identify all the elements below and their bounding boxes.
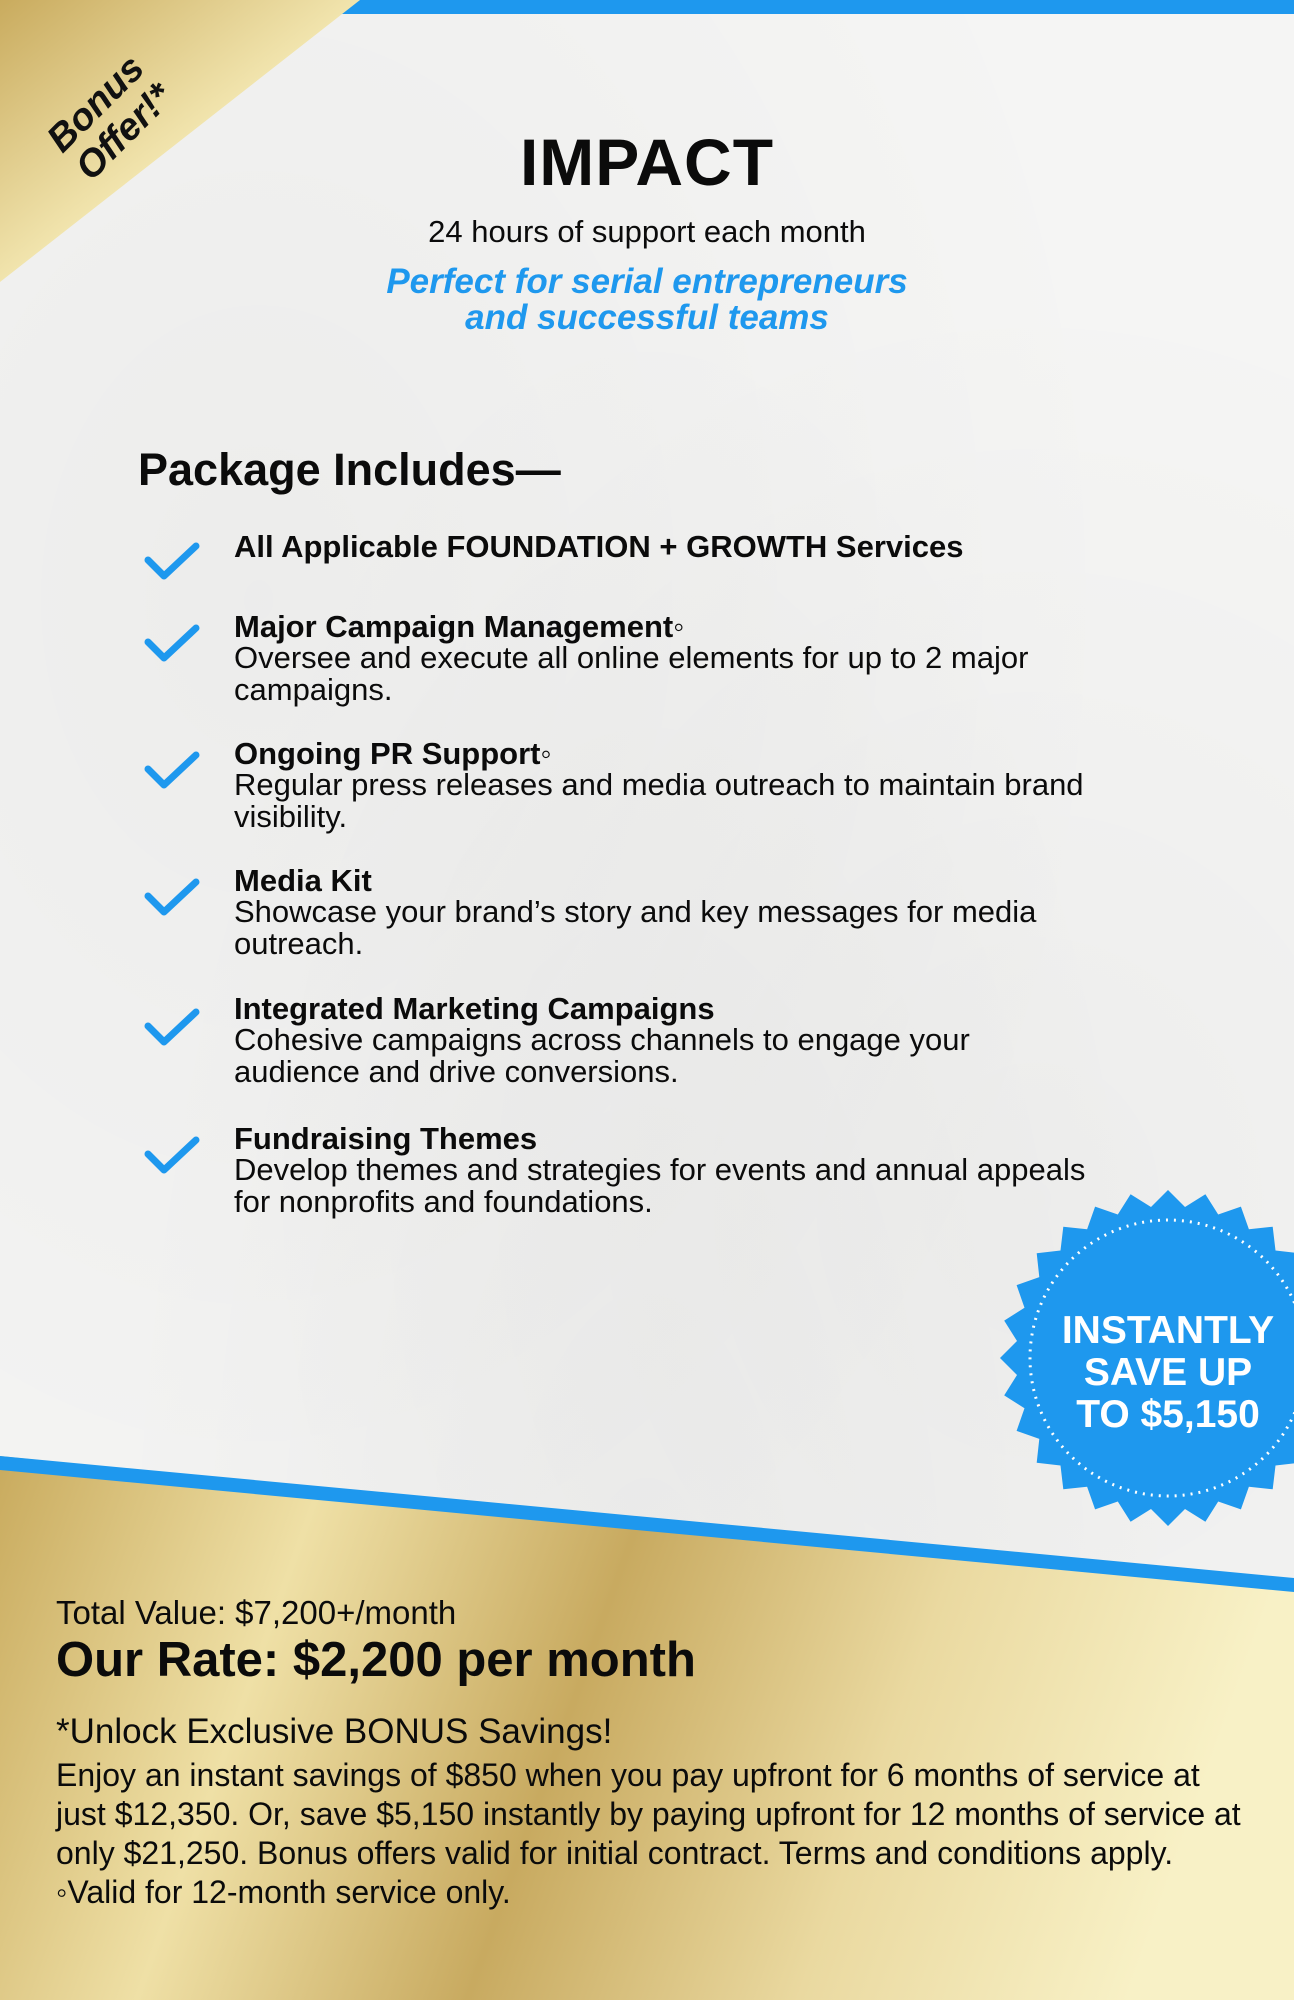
item-description: Cohesive campaigns across channels to engage your audience and drive conversions. — [234, 1022, 970, 1089]
item-title: Integrated Marketing Campaigns — [234, 991, 715, 1026]
package-title: IMPACT — [519, 125, 775, 199]
item-description: Regular press releases and media outreach to maintain brand visibility. — [234, 767, 1084, 834]
item-title: All Applicable FOUNDATION + GROWTH Services — [234, 529, 964, 564]
item-title: Fundraising Themes — [234, 1121, 538, 1156]
our-rate: Our Rate: $2,200 per month — [56, 1633, 696, 1687]
bonus-offer-ribbon: Bonus Offer!* — [39, 47, 181, 189]
support-hours: 24 hours of support each month — [428, 214, 866, 249]
item-title: Ongoing PR Support◦ — [234, 736, 552, 771]
checkmark-icon — [144, 749, 200, 789]
tagline-line-2: and successful teams — [465, 298, 829, 337]
badge-line-2: SAVE UP — [1083, 1351, 1253, 1394]
item-title: Major Campaign Management◦ — [234, 609, 685, 644]
item-description: Oversee and execute all online elements for up to 2 major campaigns. — [234, 640, 1029, 707]
item-title: Media Kit — [234, 863, 372, 898]
checkmark-icon — [144, 540, 200, 580]
badge-line-3: TO $5,150 — [1076, 1393, 1260, 1436]
checkmark-icon — [144, 1006, 200, 1046]
badge-line-1: INSTANTLY — [1061, 1309, 1275, 1352]
checkmark-icon — [144, 622, 200, 662]
checkmark-icon — [144, 876, 200, 916]
bonus-savings-heading: *Unlock Exclusive BONUS Savings! — [56, 1712, 613, 1751]
item-description: Develop themes and strategies for events and annual appeals for nonprofits and foundations. — [234, 1152, 1086, 1219]
bonus-savings-details: Enjoy an instant savings of $850 when you pay upfront for 6 months of service at just $12,350. Or, save $5,150 instantly by paying upfront for 12 months of service at only $21,250. Bonus offers valid for initial contract. Terms and conditions apply. ◦Valid for 12-month service only. — [56, 1757, 1241, 1910]
total-value: Total Value: $7,200+/month — [56, 1594, 457, 1631]
item-description: Showcase your brand’s story and key messages for media outreach. — [234, 894, 1037, 961]
package-includes-heading: Package Includes— — [138, 444, 561, 495]
tagline-line-1: Perfect for serial entrepreneurs — [386, 262, 908, 301]
checkmark-icon — [144, 1134, 200, 1174]
tagline — [0, 264, 1294, 336]
savings-badge-text — [1038, 1310, 1294, 1436]
